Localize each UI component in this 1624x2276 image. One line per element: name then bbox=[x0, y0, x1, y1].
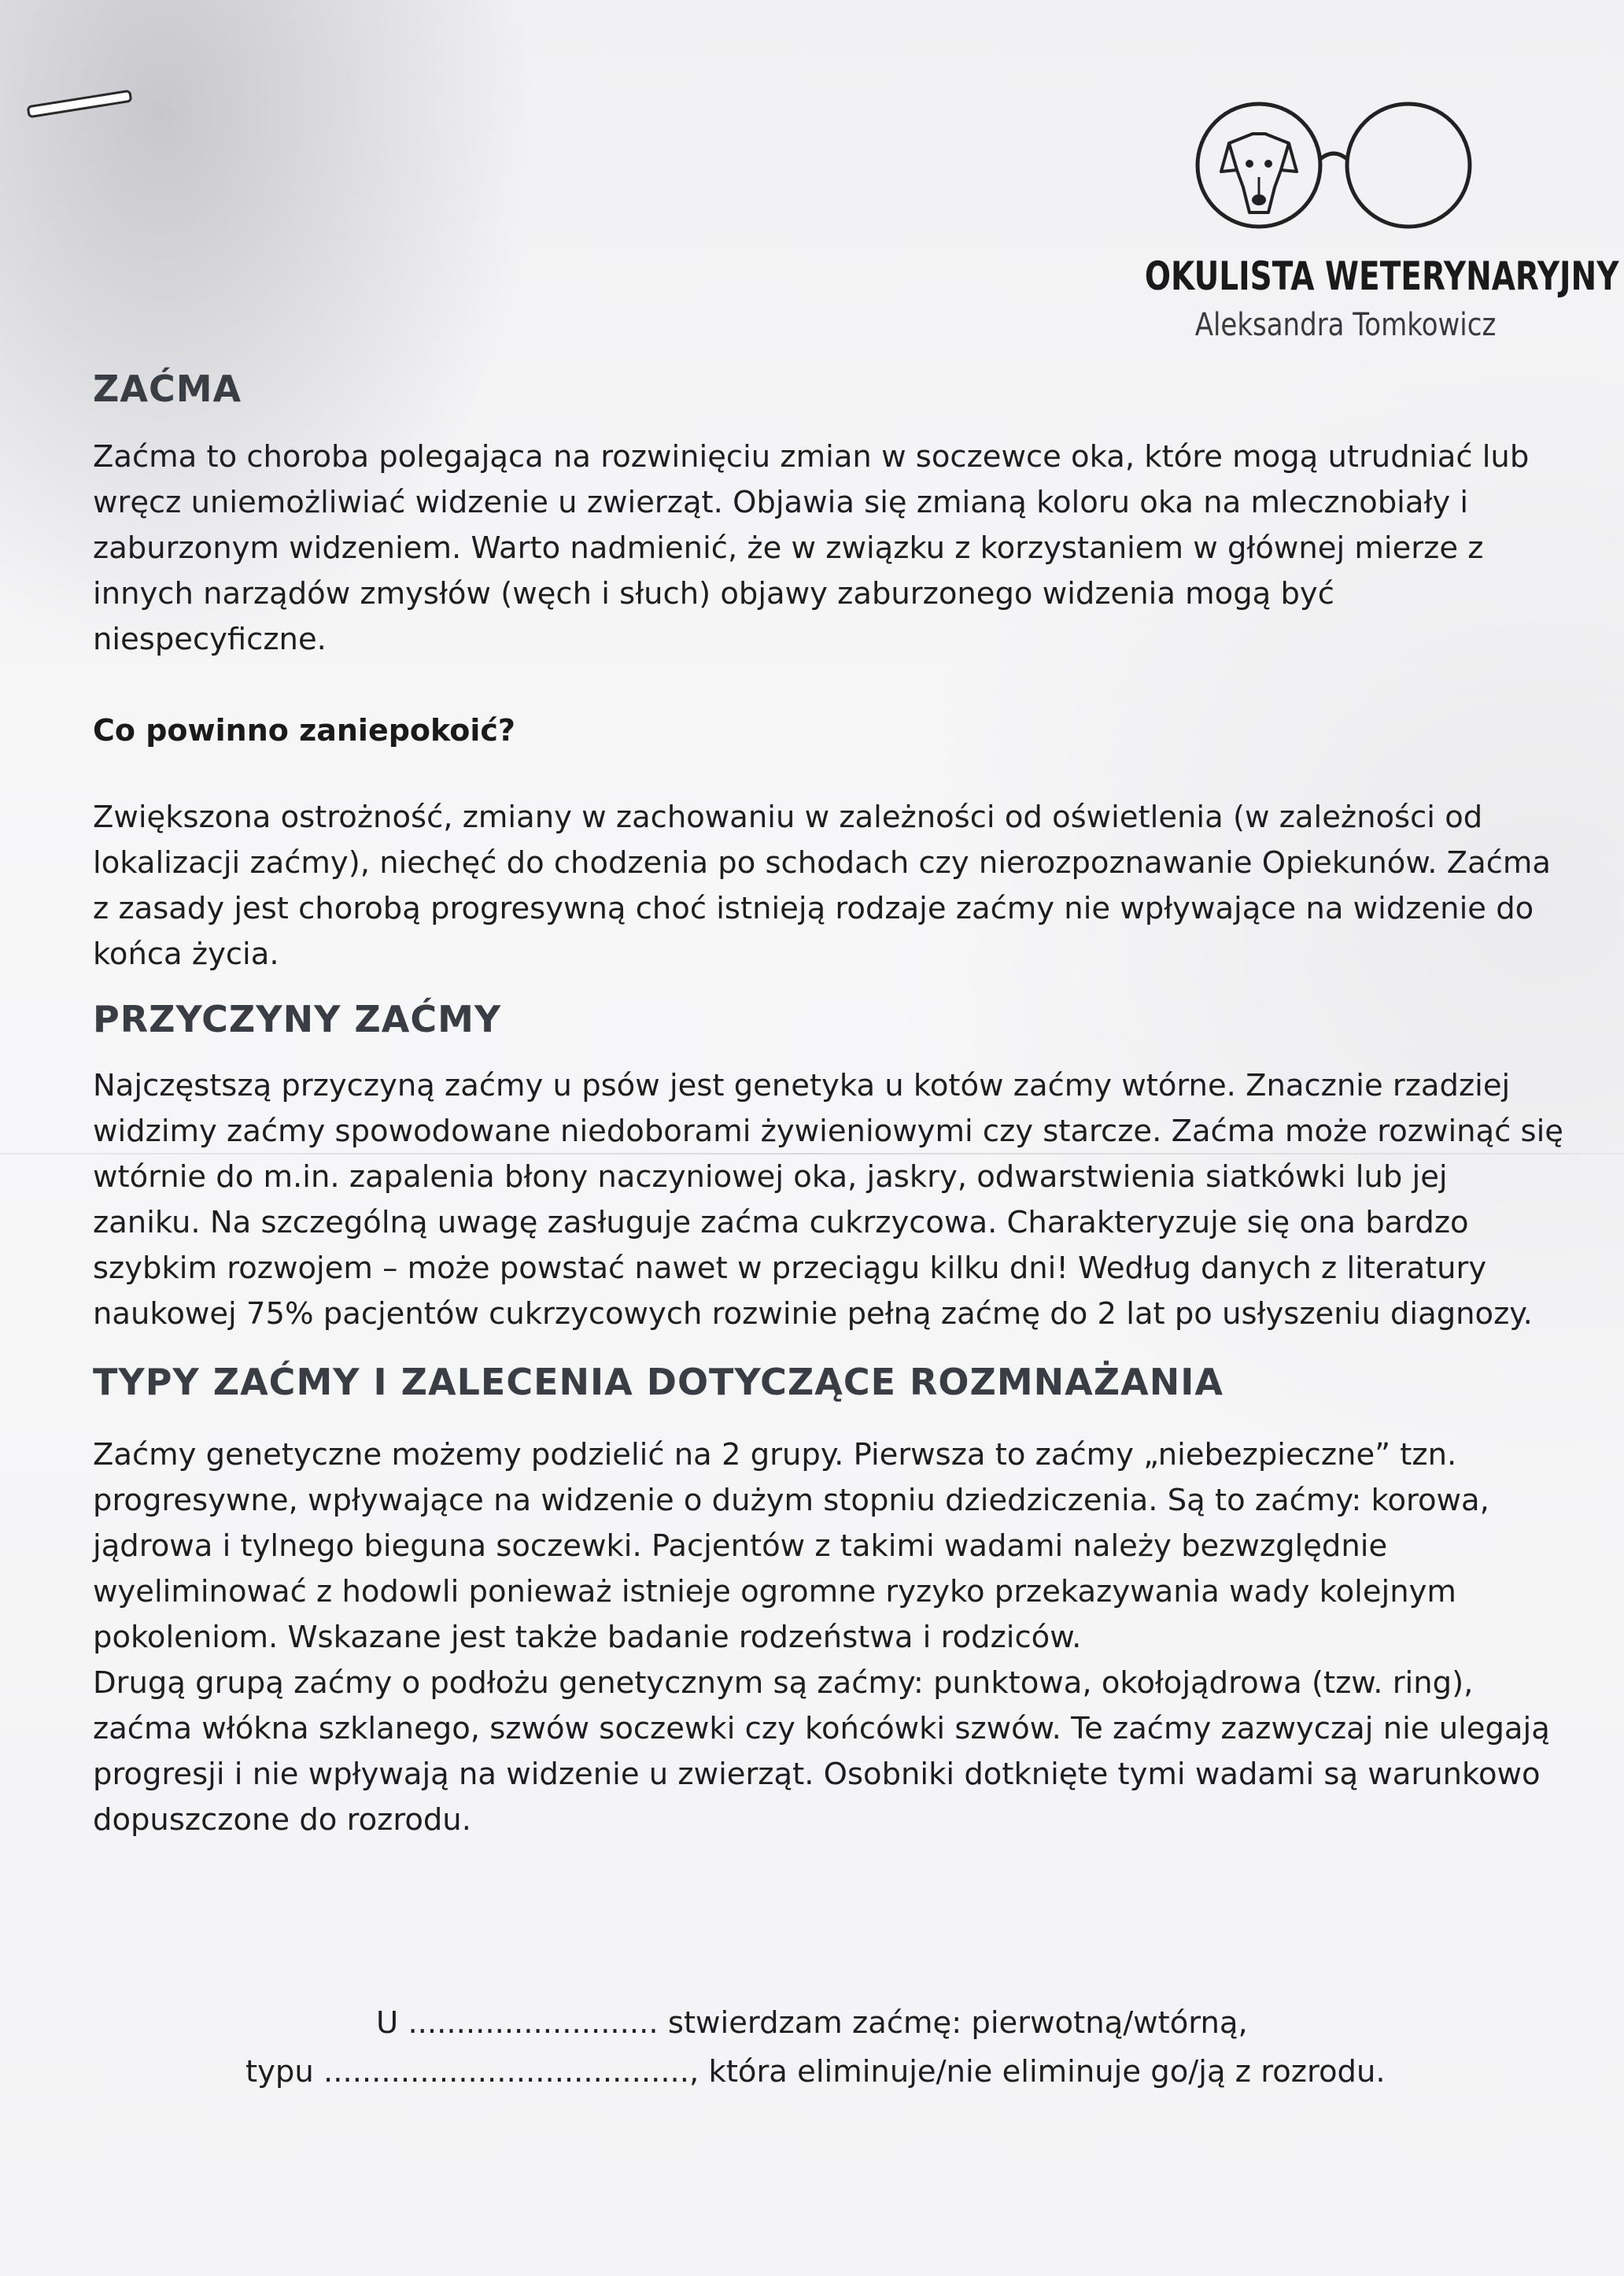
types-paragraph-1: Zaćmy genetyczne możemy podzielić na 2 grupy. Pierwsza to zaćmy „niebezpieczne” tzn. progresywne, wpływające na widzenie o dużym stopniu dziedziczenia. Są to zaćmy: korowa, jądrowa i tylnego bieguna soczewki. Pacjentów z takimi wadami należy bezwzględnie wyeliminować z hodowli ponieważ istnieje ogromne ryzyko przekazywania wady kolejnym pokoleniom. Wskazane jest także badanie rodzeństwa i rodziców. bbox=[93, 1436, 1489, 1655]
staple-mark bbox=[27, 90, 133, 119]
section-title-zacma: ZAĆMA bbox=[93, 368, 242, 410]
brand-subtitle: Aleksandra Tomkowicz bbox=[1194, 307, 1497, 343]
section-title-typy: TYPY ZAĆMY I ZALECENIA DOTYCZĄCE ROZMNAŻANIA bbox=[93, 1360, 1224, 1403]
declaration-prefix-2: typu bbox=[245, 2054, 314, 2089]
concern-paragraph: Zwiększona ostrożność, zmiany w zachowaniu w zależności od oświetlenia (w zależności od lokalizacji zaćmy), niechęć do chodzenia po schodach czy nierozpoznawanie Opiekunów. Zaćma z zasady jest chorobą progresywną choć istnieją rodzaje zaćmy nie wpływające na widzenie do końca życia. bbox=[93, 799, 1552, 972]
declaration-prefix-1: U bbox=[376, 2005, 399, 2041]
declaration-line-2 bbox=[245, 2054, 1624, 2089]
declaration-line-1 bbox=[376, 2005, 1624, 2041]
fill-in-blank-type[interactable]: ......................................, bbox=[323, 2054, 699, 2089]
types-paragraph-2: Drugą grupą zaćmy o podłożu genetycznym są zaćmy: punktowa, okołojądrowa (tzw. ring), zaćma włókna szklanego, szwów soczewki czy końcówki szwów. Te zaćmy zazwyczaj nie ulegają progresji i nie wpływają na widzenie u zwierząt. Osobniki dotknięte tymi wadami są warunkowo dopuszczone do rozrodu. bbox=[93, 1665, 1550, 1838]
declaration-suffix-1: stwierdzam zaćmę: pierwotną/wtórną, bbox=[667, 2005, 1248, 2041]
concern-subheading: Co powinno zaniepokoić? bbox=[93, 713, 515, 748]
dog-glasses-logo bbox=[1180, 94, 1495, 252]
intro-paragraph: Zaćma to choroba polegająca na rozwinięciu zmian w soczewce oka, które mogą utrudniać lub wręcz uniemożliwiać widzenie u zwierząt. Objawia się zmianą koloru oka na mlecznobiały i zaburzonym widzeniem. Warto nadmienić, że w związku z korzystaniem w głównej mierze z innych narządów zmysłów (węch i słuch) objawy zaburzonego widzenia mogą być niespecyficzne. bbox=[93, 439, 1530, 658]
document-content bbox=[93, 358, 1564, 1843]
brand-title: OKULISTA WETERYNARYJNY bbox=[1144, 253, 1619, 299]
declaration-suffix-2: która eliminuje/nie eliminuje go/ją z rozrodu. bbox=[708, 2054, 1386, 2089]
causes-paragraph: Najczęstszą przyczyną zaćmy u psów jest genetyka u kotów zaćmy wtórne. Znacznie rzadziej widzimy zaćmy spowodowane niedoborami żywieniowymi czy starcze. Zaćma może rozwinąć się wtórnie do m.in. zapalenia błony naczyniowej oka, jaskry, odwarstwienia siatkówki lub jej zaniku. Na szczególną uwagę zasługuje zaćma cukrzycowa. Charakteryzuje się ona bardzo szybkim rozwojem – może powstać nawet w przeciągu kilku dni! Według danych z literatury naukowej 75% pacjentów cukrzycowych rozwinie pełną zaćmę do 2 lat po usłyszeniu diagnozy. bbox=[93, 1067, 1563, 1332]
fill-in-blank-patient[interactable]: .......................... bbox=[408, 2005, 659, 2041]
section-title-przyczyny: PRZYCZYNY ZAĆMY bbox=[93, 997, 502, 1040]
